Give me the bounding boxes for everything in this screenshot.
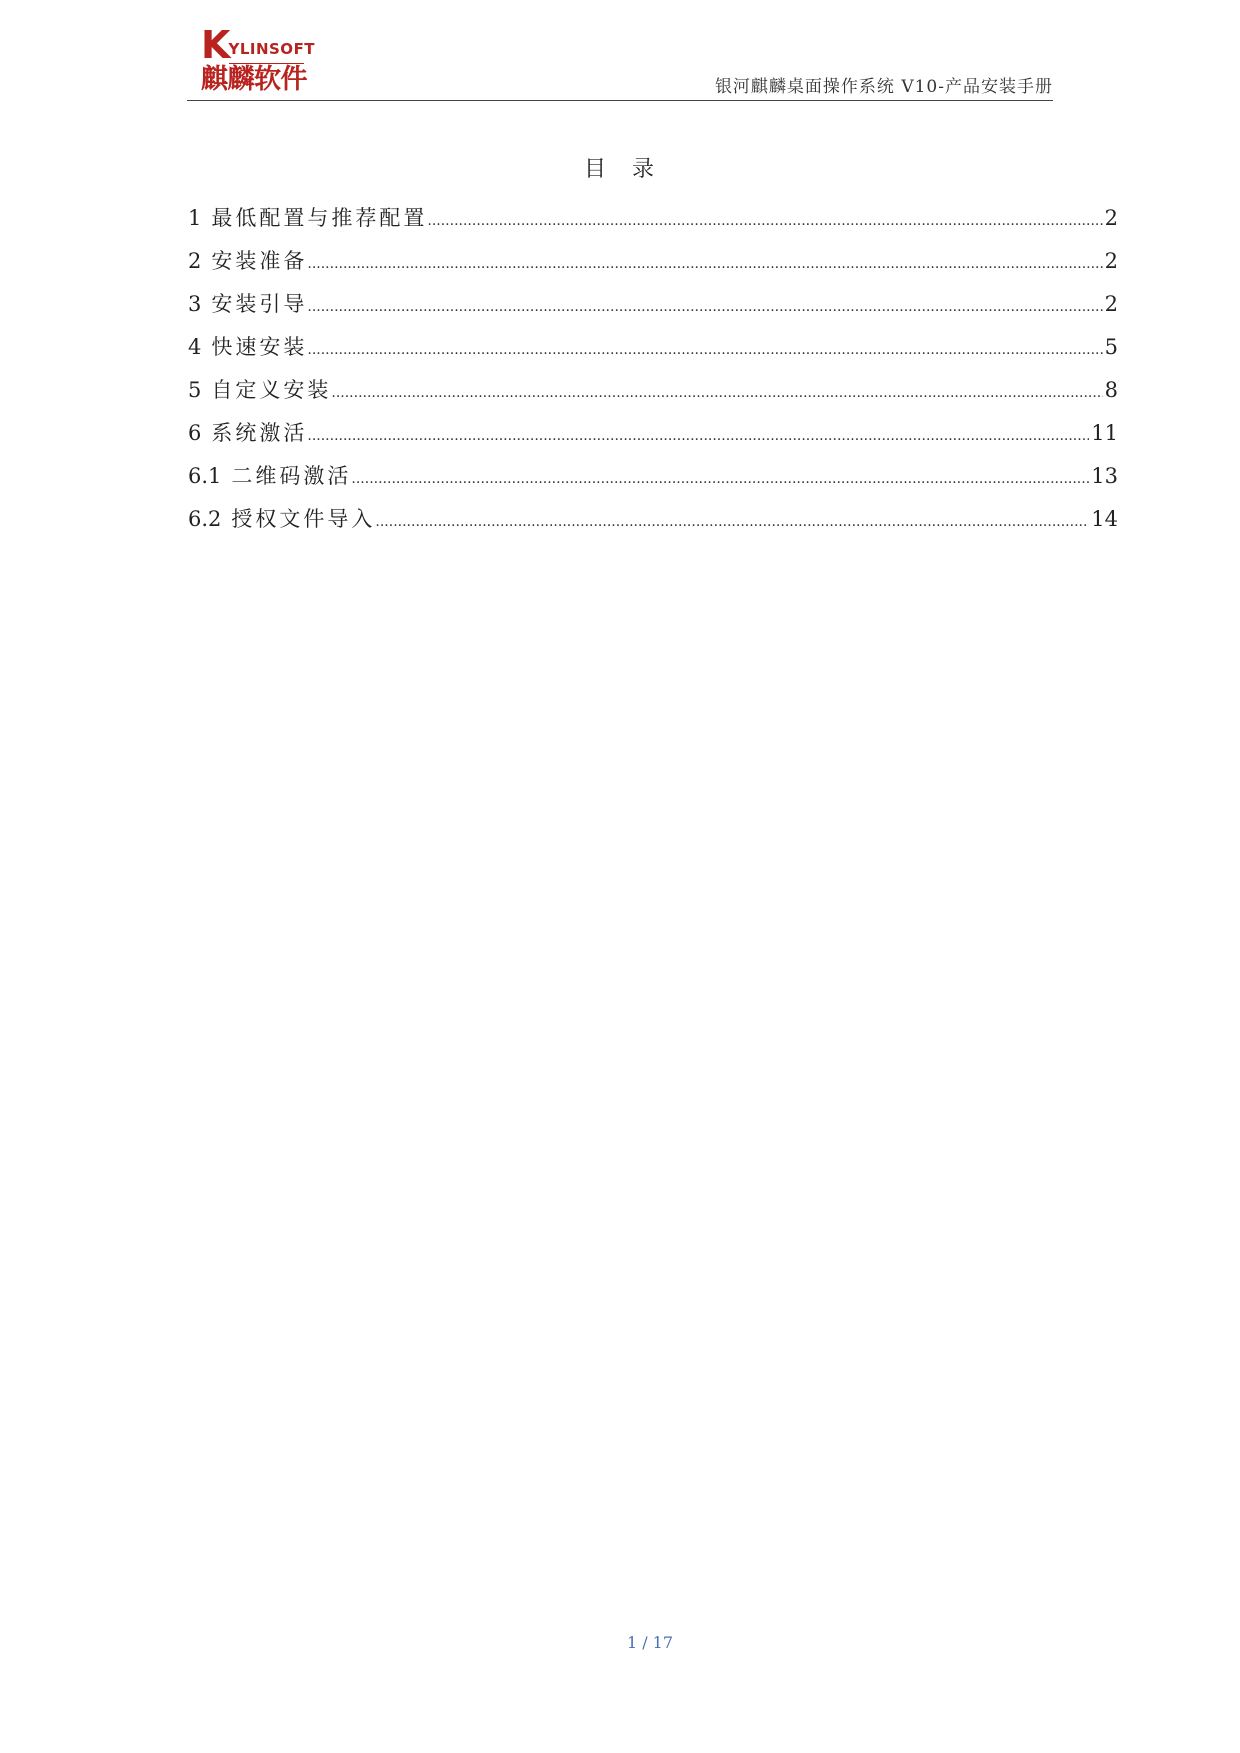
- toc-dot-leader: [307, 247, 1102, 275]
- toc-entry-label: 安装引导: [211, 291, 308, 316]
- kylinsoft-logo: [201, 23, 321, 98]
- toc-entry-page: 11: [1091, 420, 1118, 445]
- toc-entry[interactable]: [188, 368, 1118, 411]
- toc-entry-number: 6.2: [188, 506, 222, 531]
- toc-entry-label: 系统激活: [211, 420, 308, 445]
- toc-entry-number: 4: [188, 334, 202, 359]
- toc-entry-number: 2: [188, 248, 202, 273]
- toc-entry-page: 2: [1104, 291, 1118, 316]
- toc-entry-page: 14: [1091, 506, 1118, 531]
- table-of-contents: [188, 196, 1118, 540]
- logo-chinese-text: 麒麟软件: [201, 64, 307, 95]
- toc-dot-leader: [375, 505, 1089, 533]
- toc-dot-leader: [307, 290, 1102, 318]
- toc-entry-label: 授权文件导入: [231, 506, 376, 531]
- toc-entry[interactable]: [188, 239, 1118, 282]
- toc-entry-page: 2: [1104, 205, 1118, 230]
- toc-dot-leader: [307, 333, 1102, 361]
- toc-title: 目 录: [583, 157, 656, 182]
- toc-entry-number: 3: [188, 291, 202, 316]
- toc-dot-leader: [351, 462, 1089, 490]
- toc-entry-number: 6: [188, 420, 202, 445]
- logo-latin-text: YLINSOFT: [228, 40, 316, 58]
- toc-entry[interactable]: [188, 325, 1118, 368]
- toc-entry-number: 5: [188, 377, 202, 402]
- toc-entry[interactable]: [188, 196, 1118, 239]
- toc-dot-leader: [331, 376, 1102, 404]
- toc-entry-label: 二维码激活: [231, 463, 352, 488]
- header-divider: [187, 100, 1053, 101]
- toc-entry-number: 1: [188, 205, 202, 230]
- toc-entry-label: 快速安装: [211, 334, 308, 359]
- toc-entry-label: 安装准备: [211, 248, 308, 273]
- header-document-title: 银河麒麟桌面操作系统 V10-产品安装手册: [714, 77, 1053, 97]
- toc-entry[interactable]: [188, 497, 1118, 540]
- toc-entry-label: 最低配置与推荐配置: [211, 205, 428, 230]
- toc-dot-leader: [307, 419, 1089, 447]
- toc-entry-page: 8: [1104, 377, 1118, 402]
- toc-entry-page: 5: [1104, 334, 1118, 359]
- toc-entry-page: 13: [1091, 463, 1118, 488]
- toc-entry[interactable]: [188, 454, 1118, 497]
- toc-entry[interactable]: [188, 282, 1118, 325]
- toc-entry-label: 自定义安装: [211, 377, 332, 402]
- toc-dot-leader: [427, 204, 1102, 232]
- toc-entry-page: 2: [1104, 248, 1118, 273]
- toc-entry[interactable]: [188, 411, 1118, 454]
- logo-wordmark: [201, 23, 316, 67]
- logo-k-letter: K: [201, 23, 229, 67]
- page-number: 1 / 17: [626, 1633, 674, 1652]
- toc-entry-number: 6.1: [188, 463, 222, 488]
